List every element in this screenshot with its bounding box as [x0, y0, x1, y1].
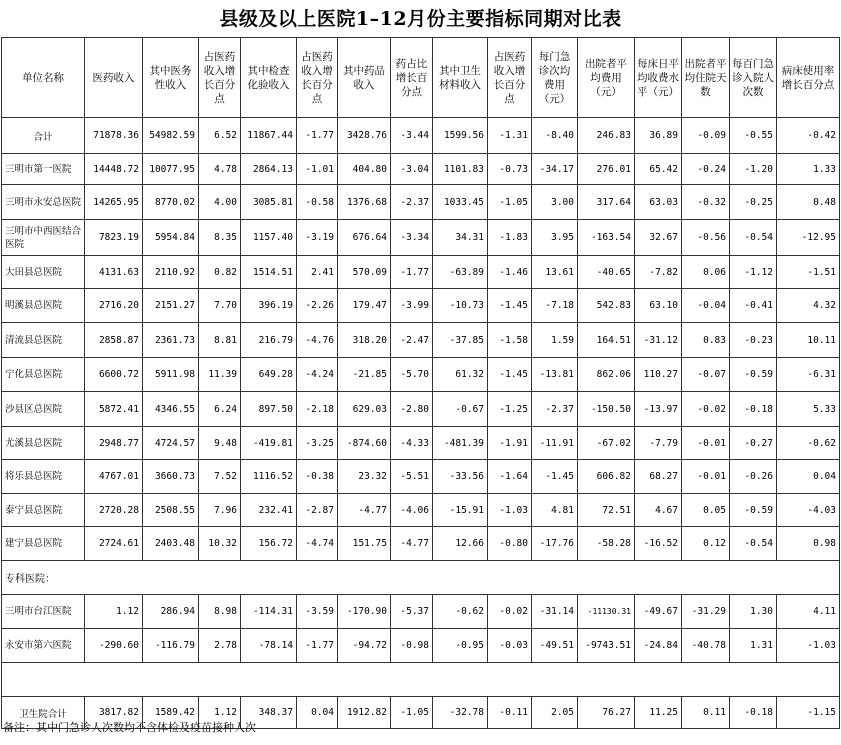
table-row: [2, 392, 840, 427]
value-cell: 4.11: [777, 595, 840, 629]
value-cell: 8.35: [199, 220, 241, 256]
value-cell: 0.04: [777, 460, 840, 494]
value-cell: 1.30: [730, 595, 777, 629]
value-cell: -0.11: [488, 697, 532, 729]
value-cell: -481.39: [433, 427, 488, 460]
value-cell: -4.33: [391, 427, 433, 460]
value-cell: 1376.68: [338, 185, 391, 220]
value-cell: 3660.73: [143, 460, 199, 494]
column-header: 医药收入: [85, 38, 143, 118]
value-cell: -0.67: [433, 392, 488, 427]
value-cell: -0.18: [730, 697, 777, 729]
table-row: [2, 289, 840, 323]
value-cell: -2.80: [391, 392, 433, 427]
value-cell: 1.59: [532, 323, 578, 358]
value-cell: 3428.76: [338, 118, 391, 154]
value-cell: -21.85: [338, 358, 391, 392]
value-cell: 4346.55: [143, 392, 199, 427]
value-cell: 10.11: [777, 323, 840, 358]
value-cell: -1.46: [488, 256, 532, 289]
value-cell: -0.01: [682, 460, 730, 494]
value-cell: -63.89: [433, 256, 488, 289]
value-cell: -0.18: [730, 392, 777, 427]
value-cell: -0.25: [730, 185, 777, 220]
value-cell: 2.41: [297, 256, 338, 289]
section-label: 专科医院：: [2, 561, 840, 595]
value-cell: 2858.87: [85, 323, 143, 358]
value-cell: -7.82: [635, 256, 682, 289]
value-cell: 4131.63: [85, 256, 143, 289]
value-cell: -0.09: [682, 118, 730, 154]
value-cell: 2720.28: [85, 494, 143, 527]
value-cell: 317.64: [578, 185, 635, 220]
value-cell: -0.03: [488, 629, 532, 663]
value-cell: 63.10: [635, 289, 682, 323]
value-cell: -3.25: [297, 427, 338, 460]
column-header: 其中药品收入: [338, 38, 391, 118]
value-cell: 3085.81: [241, 185, 297, 220]
column-header: 其中医务性收入: [143, 38, 199, 118]
value-cell: 3.00: [532, 185, 578, 220]
value-cell: 4.81: [532, 494, 578, 527]
value-cell: -1.77: [297, 629, 338, 663]
value-cell: -12.95: [777, 220, 840, 256]
value-cell: 2361.73: [143, 323, 199, 358]
value-cell: -0.59: [730, 494, 777, 527]
unit-name-cell: 三明市中西医结合医院: [2, 220, 85, 256]
value-cell: -1.77: [297, 118, 338, 154]
value-cell: 7.96: [199, 494, 241, 527]
value-cell: 8.98: [199, 595, 241, 629]
value-cell: 2724.61: [85, 527, 143, 561]
value-cell: 862.06: [578, 358, 635, 392]
column-header: 占医药收入增长百分点: [488, 38, 532, 118]
value-cell: -10.73: [433, 289, 488, 323]
value-cell: 7.52: [199, 460, 241, 494]
table-row: [2, 220, 840, 256]
value-cell: 0.12: [682, 527, 730, 561]
value-cell: 246.83: [578, 118, 635, 154]
value-cell: -2.37: [532, 392, 578, 427]
column-header: 单位名称: [2, 38, 85, 118]
column-header: 占医药收入增长百分点: [199, 38, 241, 118]
value-cell: -1.25: [488, 392, 532, 427]
table-row: [2, 427, 840, 460]
value-cell: 7.70: [199, 289, 241, 323]
column-header: 其中卫生材料收入: [433, 38, 488, 118]
value-cell: -0.54: [730, 527, 777, 561]
unit-name-cell: 合计: [2, 118, 85, 154]
value-cell: 396.19: [241, 289, 297, 323]
value-cell: -0.62: [433, 595, 488, 629]
column-header: 其中检查化验收入: [241, 38, 297, 118]
value-cell: -0.07: [682, 358, 730, 392]
value-cell: -5.51: [391, 460, 433, 494]
value-cell: 1.12: [85, 595, 143, 629]
value-cell: -1.31: [488, 118, 532, 154]
table-row: [2, 323, 840, 358]
value-cell: 11.39: [199, 358, 241, 392]
value-cell: -114.31: [241, 595, 297, 629]
table-row: [2, 494, 840, 527]
column-header: 药占比增长百分点: [391, 38, 433, 118]
value-cell: -40.78: [682, 629, 730, 663]
empty-cell: [2, 663, 840, 697]
value-cell: -1.58: [488, 323, 532, 358]
value-cell: -0.98: [391, 629, 433, 663]
column-header: 每百门急诊入院人次数: [730, 38, 777, 118]
value-cell: -0.02: [682, 392, 730, 427]
value-cell: -4.03: [777, 494, 840, 527]
value-cell: -0.56: [682, 220, 730, 256]
value-cell: -1.45: [488, 289, 532, 323]
value-cell: -0.26: [730, 460, 777, 494]
value-cell: 649.28: [241, 358, 297, 392]
value-cell: 4.00: [199, 185, 241, 220]
value-cell: 11867.44: [241, 118, 297, 154]
value-cell: 542.83: [578, 289, 635, 323]
value-cell: -1.83: [488, 220, 532, 256]
table-row: [2, 527, 840, 561]
value-cell: -3.19: [297, 220, 338, 256]
value-cell: -1.45: [488, 358, 532, 392]
value-cell: -3.44: [391, 118, 433, 154]
value-cell: -49.51: [532, 629, 578, 663]
value-cell: -2.87: [297, 494, 338, 527]
value-cell: -4.74: [297, 527, 338, 561]
value-cell: -78.14: [241, 629, 297, 663]
value-cell: 5954.84: [143, 220, 199, 256]
column-header: 病床使用率增长百分点: [777, 38, 840, 118]
value-cell: -2.47: [391, 323, 433, 358]
value-cell: 1912.82: [338, 697, 391, 729]
unit-name-cell: 宁化县总医院: [2, 358, 85, 392]
value-cell: -0.95: [433, 629, 488, 663]
value-cell: 71878.36: [85, 118, 143, 154]
value-cell: 676.64: [338, 220, 391, 256]
value-cell: 2110.92: [143, 256, 199, 289]
value-cell: -58.28: [578, 527, 635, 561]
value-cell: -0.73: [488, 154, 532, 185]
value-cell: -2.37: [391, 185, 433, 220]
value-cell: 318.20: [338, 323, 391, 358]
value-cell: 1.31: [730, 629, 777, 663]
value-cell: -0.55: [730, 118, 777, 154]
value-cell: 4.67: [635, 494, 682, 527]
value-cell: -32.78: [433, 697, 488, 729]
value-cell: 34.31: [433, 220, 488, 256]
value-cell: -1.64: [488, 460, 532, 494]
value-cell: 5872.41: [85, 392, 143, 427]
value-cell: 276.01: [578, 154, 635, 185]
value-cell: -1.51: [777, 256, 840, 289]
table-row: [2, 358, 840, 392]
value-cell: -0.27: [730, 427, 777, 460]
value-cell: 1589.42: [143, 697, 199, 729]
value-cell: 6.24: [199, 392, 241, 427]
value-cell: 4.78: [199, 154, 241, 185]
value-cell: 4724.57: [143, 427, 199, 460]
value-cell: 5911.98: [143, 358, 199, 392]
value-cell: -0.80: [488, 527, 532, 561]
column-header: 出院者平均费用（元）: [578, 38, 635, 118]
value-cell: -1.05: [391, 697, 433, 729]
value-cell: -1.15: [777, 697, 840, 729]
value-cell: 8770.02: [143, 185, 199, 220]
value-cell: -3.59: [297, 595, 338, 629]
value-cell: -4.24: [297, 358, 338, 392]
value-cell: 570.09: [338, 256, 391, 289]
table-row: [2, 118, 840, 154]
value-cell: 9.48: [199, 427, 241, 460]
value-cell: 0.06: [682, 256, 730, 289]
value-cell: 1116.52: [241, 460, 297, 494]
header-row: [2, 38, 840, 118]
value-cell: -9743.51: [578, 629, 635, 663]
value-cell: 2403.48: [143, 527, 199, 561]
page-title: 县级及以上医院1–12月份主要指标同期对比表: [219, 8, 622, 30]
value-cell: 13.61: [532, 256, 578, 289]
value-cell: 179.47: [338, 289, 391, 323]
value-cell: -0.24: [682, 154, 730, 185]
value-cell: -150.50: [578, 392, 635, 427]
value-cell: -419.81: [241, 427, 297, 460]
value-cell: 7823.19: [85, 220, 143, 256]
value-cell: -4.06: [391, 494, 433, 527]
value-cell: 897.50: [241, 392, 297, 427]
value-cell: -24.84: [635, 629, 682, 663]
table-row: [2, 629, 840, 663]
value-cell: -11.91: [532, 427, 578, 460]
unit-name-cell: 明溪县总医院: [2, 289, 85, 323]
value-cell: 72.51: [578, 494, 635, 527]
value-cell: 0.05: [682, 494, 730, 527]
value-cell: -3.34: [391, 220, 433, 256]
value-cell: 151.75: [338, 527, 391, 561]
value-cell: 23.32: [338, 460, 391, 494]
value-cell: 0.98: [777, 527, 840, 561]
value-cell: -34.17: [532, 154, 578, 185]
value-cell: 629.03: [338, 392, 391, 427]
value-cell: -11130.31: [578, 595, 635, 629]
value-cell: -2.26: [297, 289, 338, 323]
value-cell: -3.04: [391, 154, 433, 185]
value-cell: -1.03: [777, 629, 840, 663]
unit-name-cell: 将乐县总医院: [2, 460, 85, 494]
value-cell: 3817.82: [85, 697, 143, 729]
table-row: [2, 256, 840, 289]
value-cell: -0.38: [297, 460, 338, 494]
value-cell: -290.60: [85, 629, 143, 663]
value-cell: -37.85: [433, 323, 488, 358]
value-cell: -33.56: [433, 460, 488, 494]
value-cell: -13.81: [532, 358, 578, 392]
value-cell: -4.77: [391, 527, 433, 561]
value-cell: 10077.95: [143, 154, 199, 185]
value-cell: 0.04: [297, 697, 338, 729]
value-cell: 14265.95: [85, 185, 143, 220]
value-cell: -0.02: [488, 595, 532, 629]
unit-name-cell: 三明市永安总医院: [2, 185, 85, 220]
unit-name-cell: 永安市第六医院: [2, 629, 85, 663]
value-cell: 2.78: [199, 629, 241, 663]
value-cell: 2.05: [532, 697, 578, 729]
value-cell: -0.58: [297, 185, 338, 220]
value-cell: -0.59: [730, 358, 777, 392]
table-row: [2, 154, 840, 185]
unit-name-cell: 泰宁县总医院: [2, 494, 85, 527]
value-cell: 2716.20: [85, 289, 143, 323]
value-cell: -1.77: [391, 256, 433, 289]
value-cell: 2151.27: [143, 289, 199, 323]
value-cell: 32.67: [635, 220, 682, 256]
column-header: 每门急诊次均费用（元）: [532, 38, 578, 118]
value-cell: -0.42: [777, 118, 840, 154]
table-row: [2, 595, 840, 629]
column-header: 占医药收入增长百分点: [297, 38, 338, 118]
indicator-table: [1, 37, 840, 729]
value-cell: -15.91: [433, 494, 488, 527]
value-cell: 2948.77: [85, 427, 143, 460]
value-cell: -31.14: [532, 595, 578, 629]
value-cell: 12.66: [433, 527, 488, 561]
unit-name-cell: 清流县总医院: [2, 323, 85, 358]
value-cell: 8.81: [199, 323, 241, 358]
unit-name-cell: 建宁县总医院: [2, 527, 85, 561]
table-row: [2, 185, 840, 220]
value-cell: 10.32: [199, 527, 241, 561]
value-cell: 6600.72: [85, 358, 143, 392]
value-cell: -116.79: [143, 629, 199, 663]
value-cell: 2508.55: [143, 494, 199, 527]
value-cell: -1.01: [297, 154, 338, 185]
value-cell: 2864.13: [241, 154, 297, 185]
value-cell: -94.72: [338, 629, 391, 663]
value-cell: 5.33: [777, 392, 840, 427]
value-cell: 110.27: [635, 358, 682, 392]
value-cell: 232.41: [241, 494, 297, 527]
value-cell: -1.03: [488, 494, 532, 527]
value-cell: -0.01: [682, 427, 730, 460]
value-cell: -1.91: [488, 427, 532, 460]
value-cell: 286.94: [143, 595, 199, 629]
value-cell: -67.02: [578, 427, 635, 460]
value-cell: -31.12: [635, 323, 682, 358]
column-header: 每床日平均收费水平（元）: [635, 38, 682, 118]
value-cell: -16.52: [635, 527, 682, 561]
value-cell: -4.77: [338, 494, 391, 527]
value-cell: 0.83: [682, 323, 730, 358]
value-cell: 6.52: [199, 118, 241, 154]
value-cell: -49.67: [635, 595, 682, 629]
value-cell: 606.82: [578, 460, 635, 494]
value-cell: -5.70: [391, 358, 433, 392]
value-cell: 4.32: [777, 289, 840, 323]
value-cell: -1.05: [488, 185, 532, 220]
value-cell: -0.62: [777, 427, 840, 460]
value-cell: 164.51: [578, 323, 635, 358]
section-row: [2, 561, 840, 595]
value-cell: 4767.01: [85, 460, 143, 494]
value-cell: -17.76: [532, 527, 578, 561]
value-cell: -0.54: [730, 220, 777, 256]
value-cell: 1514.51: [241, 256, 297, 289]
value-cell: -13.97: [635, 392, 682, 427]
value-cell: 68.27: [635, 460, 682, 494]
value-cell: -1.12: [730, 256, 777, 289]
value-cell: 1.33: [777, 154, 840, 185]
value-cell: 61.32: [433, 358, 488, 392]
unit-name-cell: 三明市台江医院: [2, 595, 85, 629]
value-cell: 11.25: [635, 697, 682, 729]
value-cell: -0.32: [682, 185, 730, 220]
value-cell: -170.90: [338, 595, 391, 629]
value-cell: -40.65: [578, 256, 635, 289]
value-cell: -31.29: [682, 595, 730, 629]
value-cell: 1033.45: [433, 185, 488, 220]
value-cell: -6.31: [777, 358, 840, 392]
value-cell: 76.27: [578, 697, 635, 729]
spacer-row: [2, 663, 840, 697]
column-header: 出院者平均住院天数: [682, 38, 730, 118]
value-cell: 0.82: [199, 256, 241, 289]
value-cell: -3.99: [391, 289, 433, 323]
table-row: [2, 460, 840, 494]
value-cell: -4.76: [297, 323, 338, 358]
value-cell: -8.40: [532, 118, 578, 154]
value-cell: -163.54: [578, 220, 635, 256]
value-cell: -1.20: [730, 154, 777, 185]
unit-name-cell: 三明市第一医院: [2, 154, 85, 185]
value-cell: 3.95: [532, 220, 578, 256]
value-cell: -5.37: [391, 595, 433, 629]
value-cell: 54982.59: [143, 118, 199, 154]
value-cell: 14448.72: [85, 154, 143, 185]
value-cell: -874.60: [338, 427, 391, 460]
value-cell: 1.12: [199, 697, 241, 729]
footnote: 备注：其中门急诊人次数均不含体检及疫苗接种人次: [3, 721, 256, 734]
unit-name-cell: 尤溪县总医院: [2, 427, 85, 460]
value-cell: 1599.56: [433, 118, 488, 154]
value-cell: -0.41: [730, 289, 777, 323]
value-cell: 156.72: [241, 527, 297, 561]
unit-name-cell: 大田县总医院: [2, 256, 85, 289]
value-cell: 1101.83: [433, 154, 488, 185]
value-cell: 65.42: [635, 154, 682, 185]
value-cell: -2.18: [297, 392, 338, 427]
value-cell: 216.79: [241, 323, 297, 358]
value-cell: -0.23: [730, 323, 777, 358]
value-cell: 1157.40: [241, 220, 297, 256]
value-cell: 0.11: [682, 697, 730, 729]
value-cell: -7.18: [532, 289, 578, 323]
value-cell: 404.80: [338, 154, 391, 185]
value-cell: -0.04: [682, 289, 730, 323]
value-cell: 348.37: [241, 697, 297, 729]
value-cell: 36.89: [635, 118, 682, 154]
value-cell: -7.79: [635, 427, 682, 460]
unit-name-cell: 卫生院合计: [2, 697, 85, 729]
value-cell: -1.45: [532, 460, 578, 494]
unit-name-cell: 沙县区总医院: [2, 392, 85, 427]
value-cell: 63.03: [635, 185, 682, 220]
value-cell: 0.48: [777, 185, 840, 220]
